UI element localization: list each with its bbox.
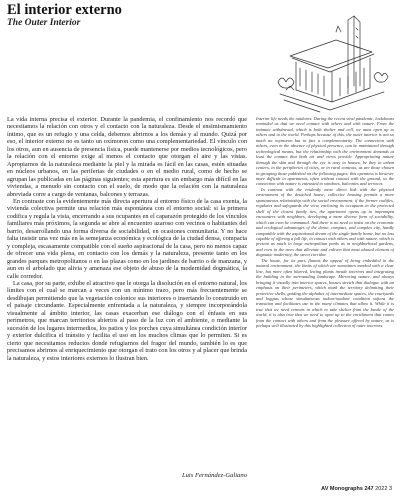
body-paragraph: La vida interna precisa el exterior. Durante la pandemia, el confinamiento nos recordó que necesitamos la relación con otros y el contacto con la naturaleza. Desde el ensimismamiento íntimo, que es un refugio y una celda, debemos abrirnos a los demás y al mundo. Quizá por eso, el interior externo no es tanto un oxímoron como una complementariedad. El vínculo con los otros, aun en ausencia de presencia física, puede mantenerse por medios tecnológicos, pero la relación con el entorno exige al menos el contacto que otorgan el aire y las vistas. Apropiarnos de la naturaleza mediante la piel y la mirada es fácil en las casas, estén situadas en núcleos urbanos, en las periferias de ciudades o en el medio rural, como de hecho se agrupan las publicadas en las páginas siguientes; esta apertura es sin embargo más difícil en las viviendas, a menudo sin contacto con el suelo, de modo que la relación con la naturaleza abreviada corre a cargo de ventanas, balcones y terrazas.: [7, 116, 247, 198]
translation-paragraph: Interior life needs the outdoors. During the recent viral pandemic, lockdowns reminded us that we need contact with others and with nature. From the intimate withdrawal, which is both shelter and cell, we must open up to others and to the world. Perhaps because of this, the outer interior is not so much an oxymoron but in fact a complementarity. The connection with others, even in the absence of physical presence, can be maintained through technological means, but the relationship with the environment demands at least the contact that both air and views provide. Appropriating nature through the skin and through the eye is easy in houses, be they in urban centers, in the peripheries of cities, or in rural contexts, as are those chosen in grouping those published on the following pages; this openness is however more difficult in apartments, often without contact with the ground, so the connection with nature is entrusted to windows, balconies and terraces.: [256, 116, 394, 187]
translation-paragraph: In contrast with the evidently more direct link with the physical environment of the detached house, collective housing permits a more spontaneous relationship with the social environment: if the former codifies, regulates and safeguards the view, enclosing its occupants in the protected shell of the closest family ties, the apartment opens up to impromptu encounters with neighbors, developing a more diverse form of sociability, which can even be communal. And there is no need to insist on the economic and ecological advantages of the dense, compact, and complex city, hardly compatible with the aspirational dream of the single-family home, but no less capable of offering a full life, in contact with others and with nature, which is present as much in large metropolitan parks as in neighborhood gardens, and even in the trees that alleviate and enliven that most abused element of dogmatic modernity, the street corridor.: [256, 186, 394, 258]
translation-paragraph: The house, for its part, flaunts the appeal of being embedded in the natural environment, the limits of which are sometimes marked with a clear line, but more often blurred, letting plants invade interiors and integrating the building in the surrounding landscape. Mirroring nature, and always bringing it visually into interior spaces, houses stretch that dialogue with an emphasis on their perimeters, which mark the territory delimiting their protective shells, guiding the alphabet of intermediate spaces, the courtyards and loggias whose simultaneous indoor/outdoor condition softens the transition and facilitates use in the many climates that allow it. While it is true that we need retreats in which to take shelter from the bustle of the world, it is also true that we need to open up to the enrichment that comes from the contact with others and from the pleasure offered by nature, as is perhaps well illustrated by this highlighted collection of outer interiors.: [256, 257, 394, 329]
author-signature: Luis Fernández-Galiano: [181, 472, 247, 479]
publication-name: AV Monographs 247: [321, 486, 374, 492]
page-footer: [321, 486, 392, 492]
body-paragraph: La casa, por su parte, exhibe el atractivo que le otorga la disolución en el entorno natural, los límites con el cual se marcan a veces con un mínimo trazo, pero más frecuentemente se desdibujan permitiendo que la vegetación colonice sus interiores o insertando lo construido en el paisaje circundante. Especialmente enfrentada a la naturaleza, y siempre incorporándola visualmente al ámbito interior, las casas exacerban ese diálogo con el énfasis en sus perímetros, que marcan territorios abiertos al paso de la luz con el ambiente, o mediante la sucesión de los lugares intermedios, los patios y los porches cuya simultánea condición interior y exterior dulcifica el tránsito y facilita el uso en los muchos climas que lo permiten. Si es cierto que necesitamos reductos donde refugiarnos del fragor del mundo, también lo es que precisamos abrirnos al enriquecimiento que otorgan el trato con los otros y al placer que brinda la naturaleza, y estos interiores externos lo ilustran bien.: [7, 279, 247, 362]
house-sketch-icon: [270, 6, 390, 118]
body-paragraph: En contraste con la evidentemente más directa apertura al entorno físico de la casa exenta, la vivienda colectiva permite una relación más espontánea con el entorno social: si la primera codifica y regula la vista, encerrando a sus ocupantes en el caparazón protegido de los vínculos familiares más próximos, la segunda se abre al encuentro azaroso con vecinos o habitantes del barrio, desarrollando una forma diversa de sociabilidad, en ocasiones comunitaria. Y no hace falta insistir una vez más en la semejanza económica y ecológica de la ciudad densa, compacta y compleja, escasamente compatible con el sueño aspiracional de la casa, pero no menos capaz de ofrecer una vida plena, en contacto con los demás y la naturaleza, presente tanto en los grandes parques metropolitanos o en las plazas como en los jardines de barrio o de manzana, y aun en el arbolado que alivia y amenaza ese objeto de abuso de la modernidad dogmática, la calle corredor.: [7, 197, 247, 280]
spanish-text-column: [7, 116, 247, 468]
english-text-column: [256, 116, 394, 481]
page-number: 3: [388, 486, 392, 492]
page-subtitle: The Outer Interior: [7, 18, 81, 28]
publication-year: 2022: [375, 486, 388, 492]
page-title: El interior externo: [7, 2, 122, 18]
